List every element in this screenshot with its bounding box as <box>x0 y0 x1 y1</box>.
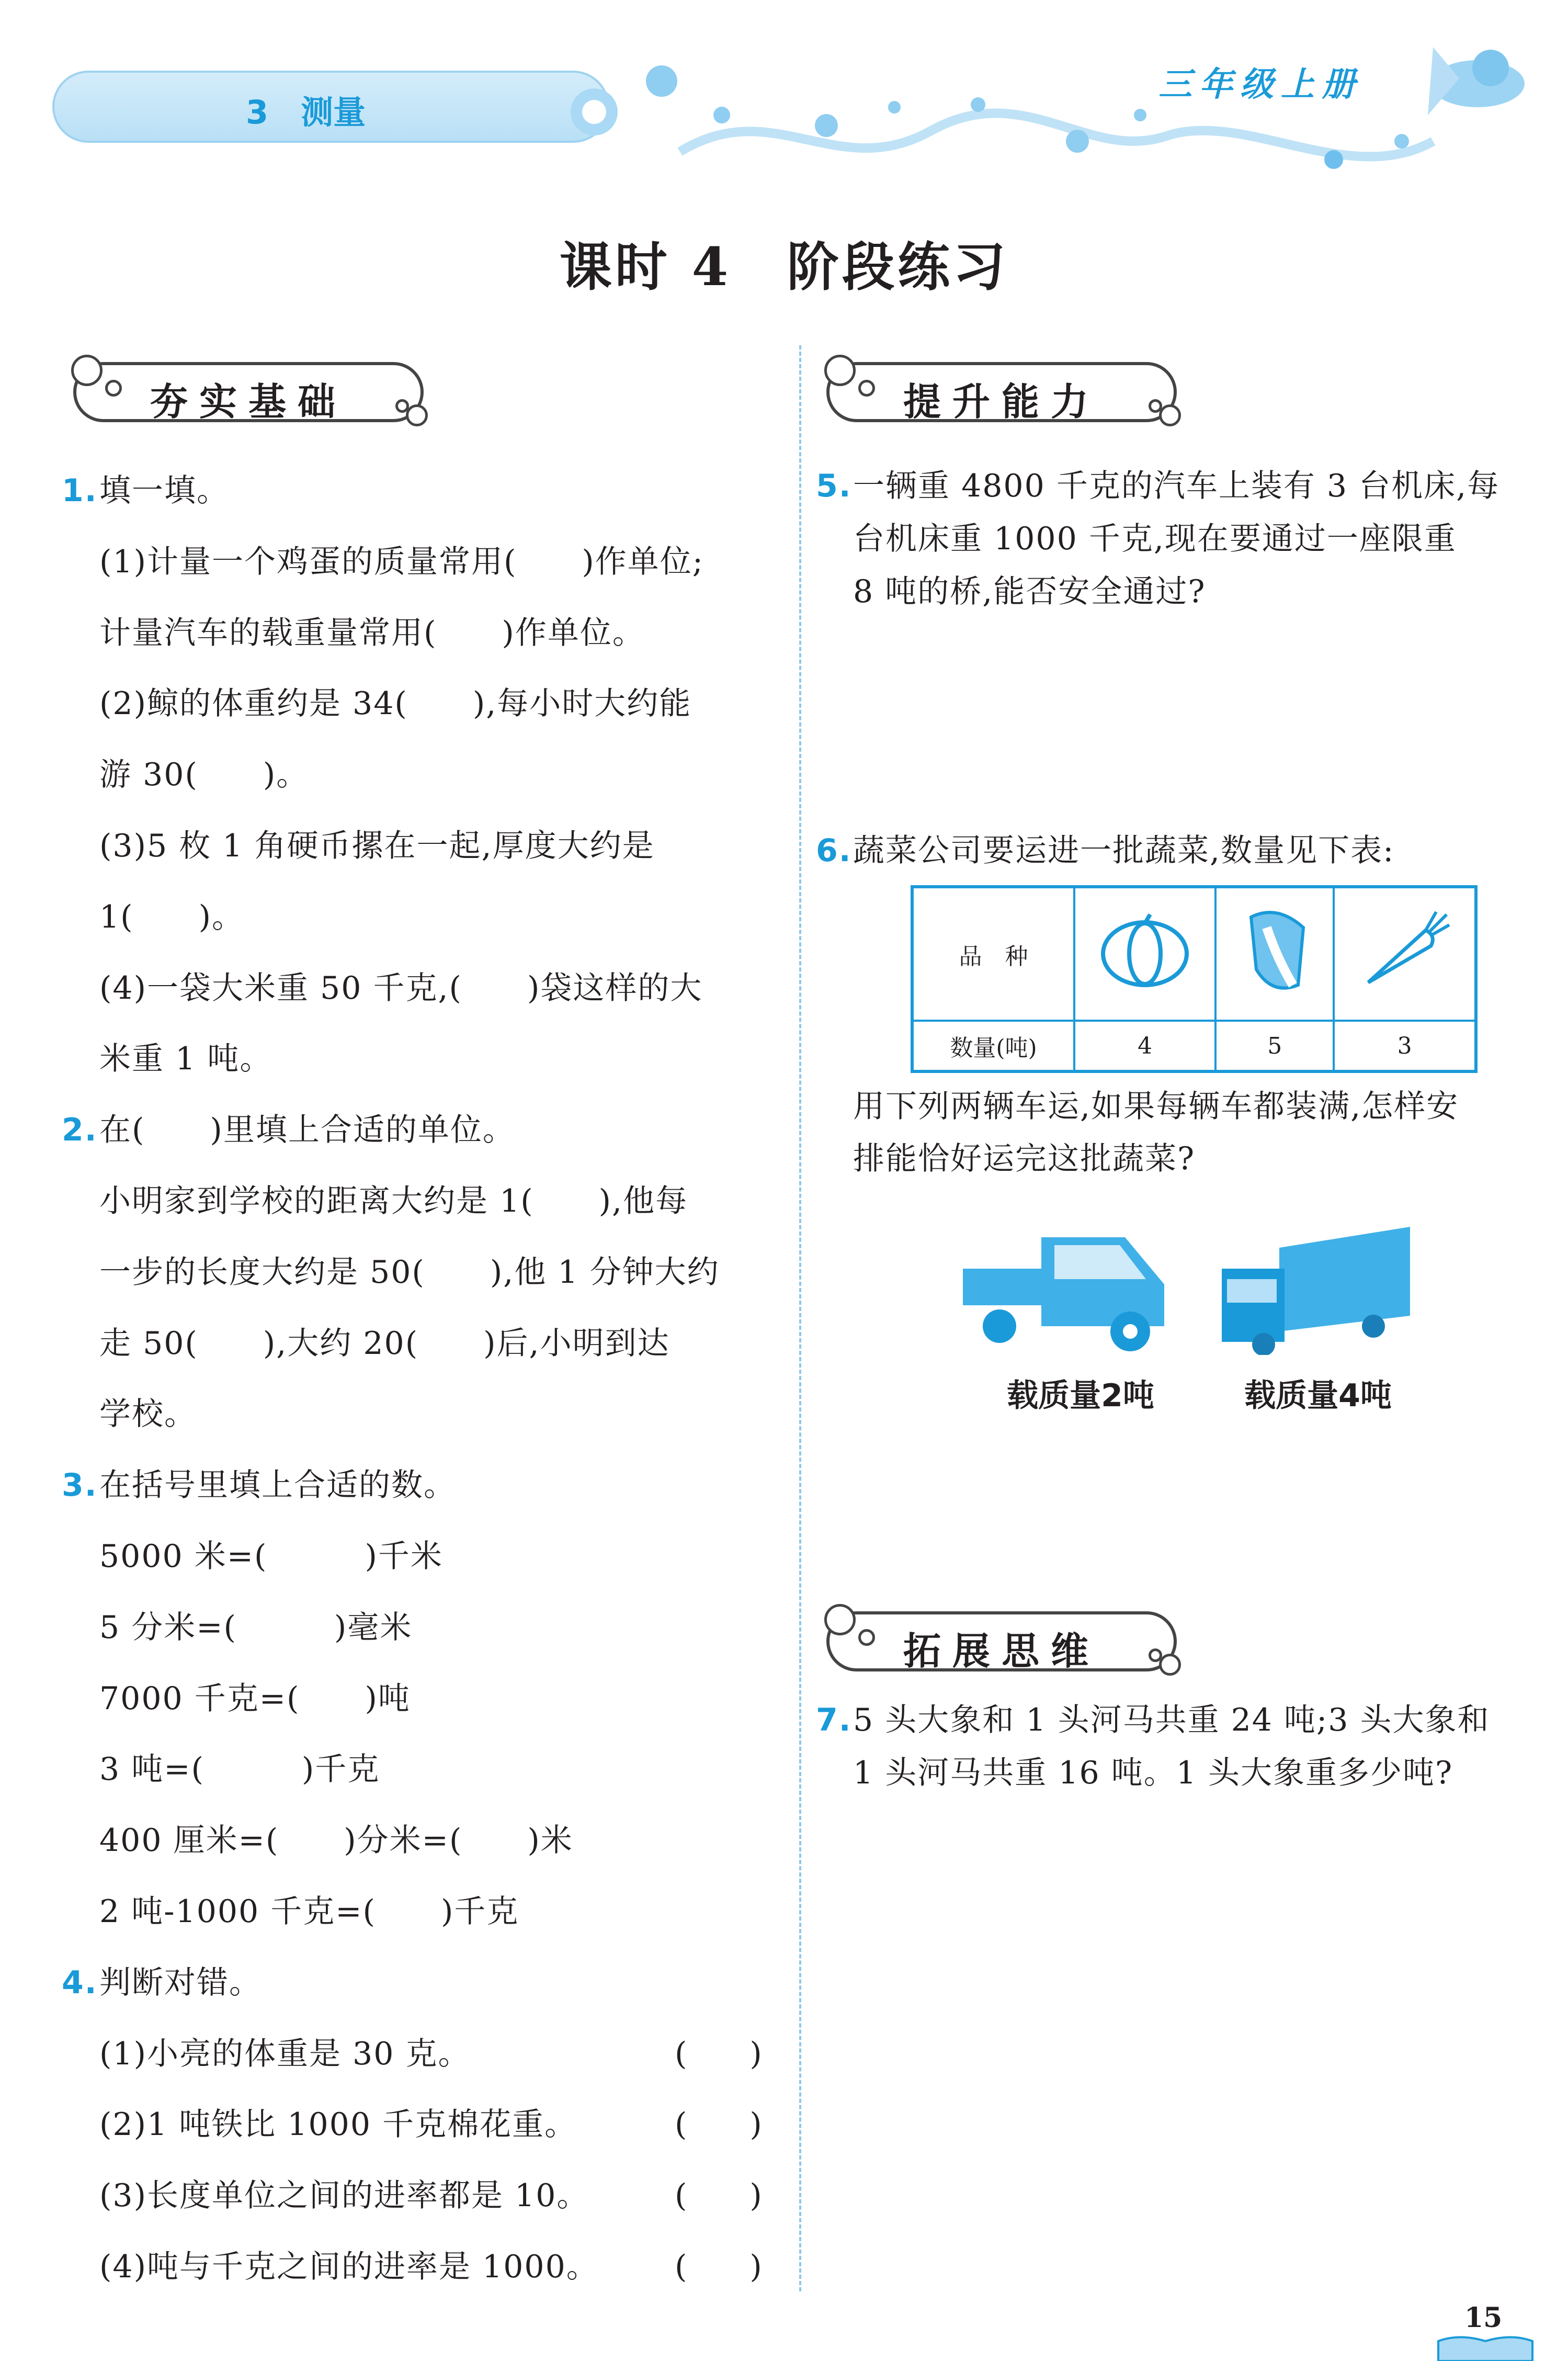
answer-blank[interactable]: ( ) <box>675 2177 762 2215</box>
question-text: (1)小亮的体重是 30 克。 <box>99 2035 471 2072</box>
question-text: 游 30( )。 <box>99 756 309 794</box>
truck-capacity-label: 载质量4吨 <box>1244 1377 1392 1414</box>
bird-icon <box>1417 37 1538 126</box>
answer-blank[interactable]: ( ) <box>675 2106 762 2143</box>
question-number: 7. <box>816 1702 852 1738</box>
pumpkin-icon <box>1074 887 1215 1021</box>
column-divider <box>799 345 801 2291</box>
question-text: 蔬菜公司要运进一批蔬菜,数量见下表: <box>853 832 1395 869</box>
answer-blank[interactable]: ( ) <box>675 2035 762 2072</box>
question-text: 2 吨-1000 千克=( )千克 <box>99 1893 519 1930</box>
section-title: 夯实基础 <box>150 380 347 424</box>
question-text: 在( )里填上合适的单位。 <box>99 1112 515 1149</box>
page-number: 15 <box>1464 2302 1503 2334</box>
question-text: (3)5 枚 1 角硬币摞在一起,厚度大约是 <box>99 828 655 864</box>
question-number: 4. <box>62 1964 98 2001</box>
question-text: 排能恰好运完这批蔬菜? <box>853 1140 1196 1177</box>
quantity-cell: 3 <box>1334 1021 1476 1071</box>
quantity-cell: 4 <box>1074 1021 1215 1071</box>
question-text: 用下列两辆车运,如果每辆车都装满,怎样安 <box>853 1088 1459 1125</box>
question-text: 7000 千克=( )吨 <box>99 1680 411 1717</box>
answer-blank[interactable]: ( ) <box>675 2249 762 2285</box>
section-badge-extend <box>826 1611 1177 1671</box>
section-title: 提升能力 <box>903 380 1100 424</box>
large-truck-icon <box>1222 1227 1413 1355</box>
question-text: (3)长度单位之间的进率都是 10。 <box>99 2177 589 2215</box>
table-header-quantity: 数量(吨) <box>912 1021 1074 1071</box>
page-title: 课时 4 阶段练习 <box>559 236 1009 298</box>
question-number: 5. <box>816 468 852 504</box>
question-text: 一步的长度大约是 50( ),他 1 分钟大约 <box>99 1253 720 1291</box>
carrot-icon <box>1334 887 1476 1021</box>
question-text: 走 50( ),大约 20( )后,小明到达 <box>99 1325 670 1362</box>
question-text: (1)计量一个鸡蛋的质量常用( )作单位; <box>99 543 705 580</box>
question-text: 判断对错。 <box>99 1964 262 2001</box>
vegetable-table <box>911 885 1478 1073</box>
truck-capacity-label: 载质量2吨 <box>1007 1377 1154 1414</box>
question-number: 2. <box>62 1112 98 1149</box>
question-text: 填一填。 <box>99 472 229 509</box>
question-text: 5000 米=( )千米 <box>99 1538 443 1575</box>
question-text: 3 吨=( )千克 <box>99 1751 380 1788</box>
question-text: 米重 1 吨。 <box>99 1041 272 1078</box>
question-text: 一辆重 4800 千克的汽车上装有 3 台机床,每 <box>853 468 1500 504</box>
cabbage-icon <box>1215 887 1334 1021</box>
chapter-label: 3 测量 <box>246 93 366 131</box>
question-text: 计量汽车的载重量常用( )作单位。 <box>99 614 645 651</box>
section-badge-basic <box>73 362 424 422</box>
question-text: 5 头大象和 1 头河马共重 24 吨;3 头大象和 <box>853 1702 1490 1738</box>
question-text: (4)吨与千克之间的进率是 1000。 <box>99 2249 599 2285</box>
question-text: 1 头河马共重 16 吨。1 头大象重多少吨? <box>853 1755 1453 1791</box>
question-text: 8 吨的桥,能否安全通过? <box>853 573 1206 610</box>
small-truck-icon <box>963 1227 1167 1355</box>
question-number: 3. <box>62 1467 98 1504</box>
section-badge-improve <box>826 362 1177 422</box>
question-text: 1( )。 <box>99 898 244 935</box>
section-title: 拓展思维 <box>903 1629 1100 1673</box>
question-text: 5 分米=( )毫米 <box>99 1609 413 1646</box>
question-text: 在括号里填上合适的数。 <box>99 1467 456 1504</box>
question-number: 6. <box>816 832 852 869</box>
question-text: 小明家到学校的距离大约是 1( ),他每 <box>99 1183 688 1219</box>
question-text: 学校。 <box>99 1396 197 1433</box>
question-text: 台机床重 1000 千克,现在要通过一座限重 <box>853 521 1457 557</box>
question-text: (2)1 吨铁比 1000 千克棉花重。 <box>99 2106 577 2143</box>
question-text: 400 厘米=( )分米=( )米 <box>99 1822 573 1859</box>
grade-label: 三年级上册 <box>1158 65 1362 104</box>
table-header-variety: 品 种 <box>912 887 1074 1021</box>
question-text: (4)一袋大米重 50 千克,( )袋这样的大 <box>99 969 703 1007</box>
question-number: 1. <box>62 472 98 509</box>
question-text: (2)鲸的体重约是 34( ),每小时大约能 <box>99 685 692 722</box>
book-icon <box>1433 2333 1538 2361</box>
quantity-cell: 5 <box>1215 1021 1334 1071</box>
